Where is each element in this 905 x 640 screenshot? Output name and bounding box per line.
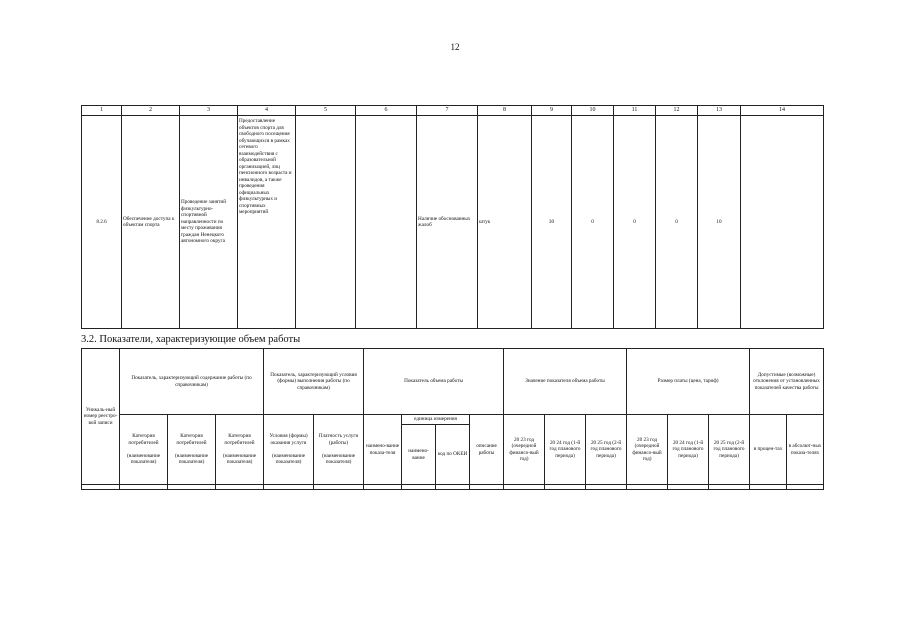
- table-row: [82, 116, 824, 329]
- content-detail-cell: Предоставление объектов спорта для свободного посещения обучающихся в рамках сетевого взаимодействия с образовательной организацией, лиц пенсионного возраста и инвалидов, а также проведения официальных физкультурных и спортивных мероприятий: [238, 116, 296, 329]
- content-group-header: Показатель, характеризующий содержание работы (по справочникам): [120, 349, 264, 415]
- table-header-row: [82, 106, 824, 116]
- unit-group-header: единица измерения: [402, 415, 470, 425]
- payment-header: Платность услуги (работы) (наименование показателя): [314, 415, 364, 485]
- year3-header: 20 25 год (2-й год планового периода): [586, 415, 627, 485]
- unique-number-header: Уникаль-ный номер реестро-вой записи: [82, 349, 120, 485]
- registry-number-cell: 8.2.6: [82, 116, 122, 329]
- year2-header: 20 24 год (1-й год планового периода): [545, 415, 586, 485]
- fee-year2-header: 20 24 год (1-й год планового периода): [668, 415, 709, 485]
- header-cell: 7: [417, 106, 478, 116]
- value-cell: 0: [572, 116, 614, 329]
- category-header: Категория потребителей (наименование показателя): [120, 415, 168, 485]
- volume-indicators-table: [81, 348, 824, 490]
- unit-code-header: код по ОКЕИ: [436, 425, 470, 485]
- indicators-table: [81, 105, 824, 329]
- empty-cell: [356, 116, 417, 329]
- header-cell: 2: [122, 106, 180, 116]
- header-cell: 14: [741, 106, 824, 116]
- header-cell: 12: [656, 106, 698, 116]
- header-cell: 10: [572, 106, 614, 116]
- content-cell: Проведение занятий физкультурно-спортивной направленности по месту проживания граждан Ненецкого автономного округа: [180, 116, 238, 329]
- header-cell: 5: [296, 106, 356, 116]
- page-number: 12: [450, 42, 460, 52]
- header-cell: 11: [614, 106, 656, 116]
- deviation-percent-header: в процен-тах: [750, 415, 787, 485]
- value-cell: 10: [698, 116, 741, 329]
- service-name-cell: Обеспечение доступа к объектам спорта: [122, 116, 180, 329]
- unit-cell: штук: [478, 116, 532, 329]
- section-heading: 3.2. Показатели, характеризующие объем работы: [81, 334, 301, 345]
- fee-year1-header: 20 23 год (очередной финансо-вый год): [627, 415, 668, 485]
- header-cell: 13: [698, 106, 741, 116]
- condition-form-header: Условия (формы) оказания услуги (наименование показателя): [264, 415, 314, 485]
- fee-year3-header: 20 25 год (2-й год планового периода): [709, 415, 750, 485]
- indicator-name-cell: Наличие обоснованных жалоб: [417, 116, 478, 329]
- category-header: Категория потребителей (наименование показателя): [168, 415, 216, 485]
- header-cell: 4: [238, 106, 296, 116]
- year1-header: 20 23 год (очередной финансо-вый год): [504, 415, 545, 485]
- indicator-name-header: наимено-вание показа-теля: [364, 415, 402, 485]
- header-cell: 6: [356, 106, 417, 116]
- header-cell: 9: [532, 106, 572, 116]
- conditions-group-header: Показатель, характеризующий условия (формы) выполнения работы (по справочникам): [264, 349, 364, 415]
- value-cell: 0: [656, 116, 698, 329]
- value-group-header: Значение показателя объема работы: [504, 349, 627, 415]
- deviation-group-header: Допустимые (возможные) отклонения от установленных показателей качества работы: [750, 349, 824, 415]
- header-cell: 8: [478, 106, 532, 116]
- value-cell: 0: [614, 116, 656, 329]
- deviation-absolute-header: в абсолют-ных показа-телях: [787, 415, 824, 485]
- header-cell: 3: [180, 106, 238, 116]
- empty-cell: [296, 116, 356, 329]
- table-row: [82, 485, 824, 490]
- description-header: описание работы: [470, 415, 504, 485]
- empty-cell: [741, 116, 824, 329]
- volume-group-header: Показатель объема работы: [364, 349, 504, 415]
- category-header: Категория потребителей (наименование показателя): [216, 415, 264, 485]
- unit-name-header: наимено-вание: [402, 425, 436, 485]
- fee-group-header: Размер платы (цена, тариф): [627, 349, 750, 415]
- header-cell: 1: [82, 106, 122, 116]
- value-cell: 30: [532, 116, 572, 329]
